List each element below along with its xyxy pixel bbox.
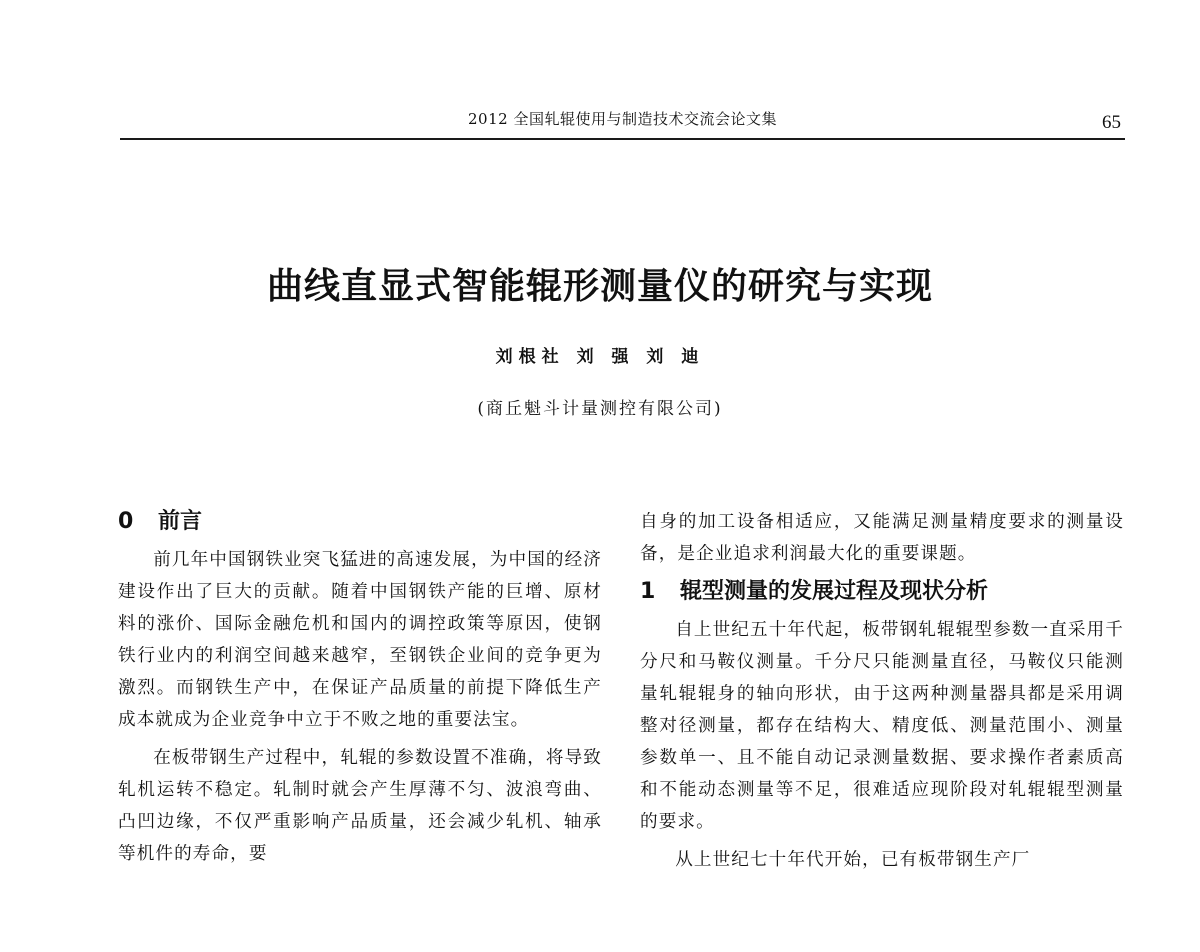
section-title: 前言 [158, 509, 203, 534]
section-number: 0 [118, 509, 134, 534]
right-column [640, 506, 1124, 876]
left-column [118, 504, 602, 870]
paragraph: 在板带钢生产过程中，轧辊的参数设置不准确，将导致轧机运转不稳定。轧制时就会产生厚薄不匀、波浪弯曲、凸凹边缘，不仅严重影响产品质量，还会减少轧机、轴承等机件的寿命，要 [118, 748, 602, 864]
paragraph: 从上世纪七十年代开始，已有板带钢生产厂 [675, 850, 1031, 870]
running-head: 2012 全国轧辊使用与制造技术交流会论文集 [468, 110, 777, 128]
section-heading-0 [118, 504, 602, 540]
paper-title: 曲线直显式智能辊形测量仪的研究与实现 [266, 266, 933, 307]
page-number: 65 [1102, 112, 1121, 133]
page-header [120, 96, 1125, 140]
affiliation: (商丘魁斗计量测控有限公司) [477, 399, 723, 419]
section-title: 辊型测量的发展过程及现状分析 [680, 579, 989, 604]
section-heading-1 [640, 574, 1124, 610]
section-number: 1 [640, 579, 656, 604]
continued-paragraph: 自身的加工设备相适应，又能满足测量精度要求的测量设备，是企业追求利润最大化的重要课题。 [640, 512, 1124, 564]
header-rule [120, 138, 1125, 140]
paragraph: 自上世纪五十年代起，板带钢轧辊辊型参数一直采用千分尺和马鞍仪测量。千分尺只能测量直径，马鞍仪只能测量轧辊辊身的轴向形状，由于这两种测量器具都是采用调整对径测量，都存在结构大、精度低、测量范围小、测量参数单一、且不能自动记录测量数据、要求操作者素质高和不能动态测量等不足，很难适应现阶段对轧辊辊型测量的要求。 [640, 620, 1124, 832]
authors: 刘根社 刘 强 刘 迪 [495, 347, 705, 367]
paragraph: 前几年中国钢铁业突飞猛进的高速发展，为中国的经济建设作出了巨大的贡献。随着中国钢铁产能的巨增、原材料的涨价、国际金融危机和国内的调控政策等原因，使钢铁行业内的利润空间越来越窄，至钢铁企业间的竞争更为激烈。而钢铁生产中，在保证产品质量的前提下降低生产成本就成为企业竞争中立于不败之地的重要法宝。 [118, 550, 602, 730]
